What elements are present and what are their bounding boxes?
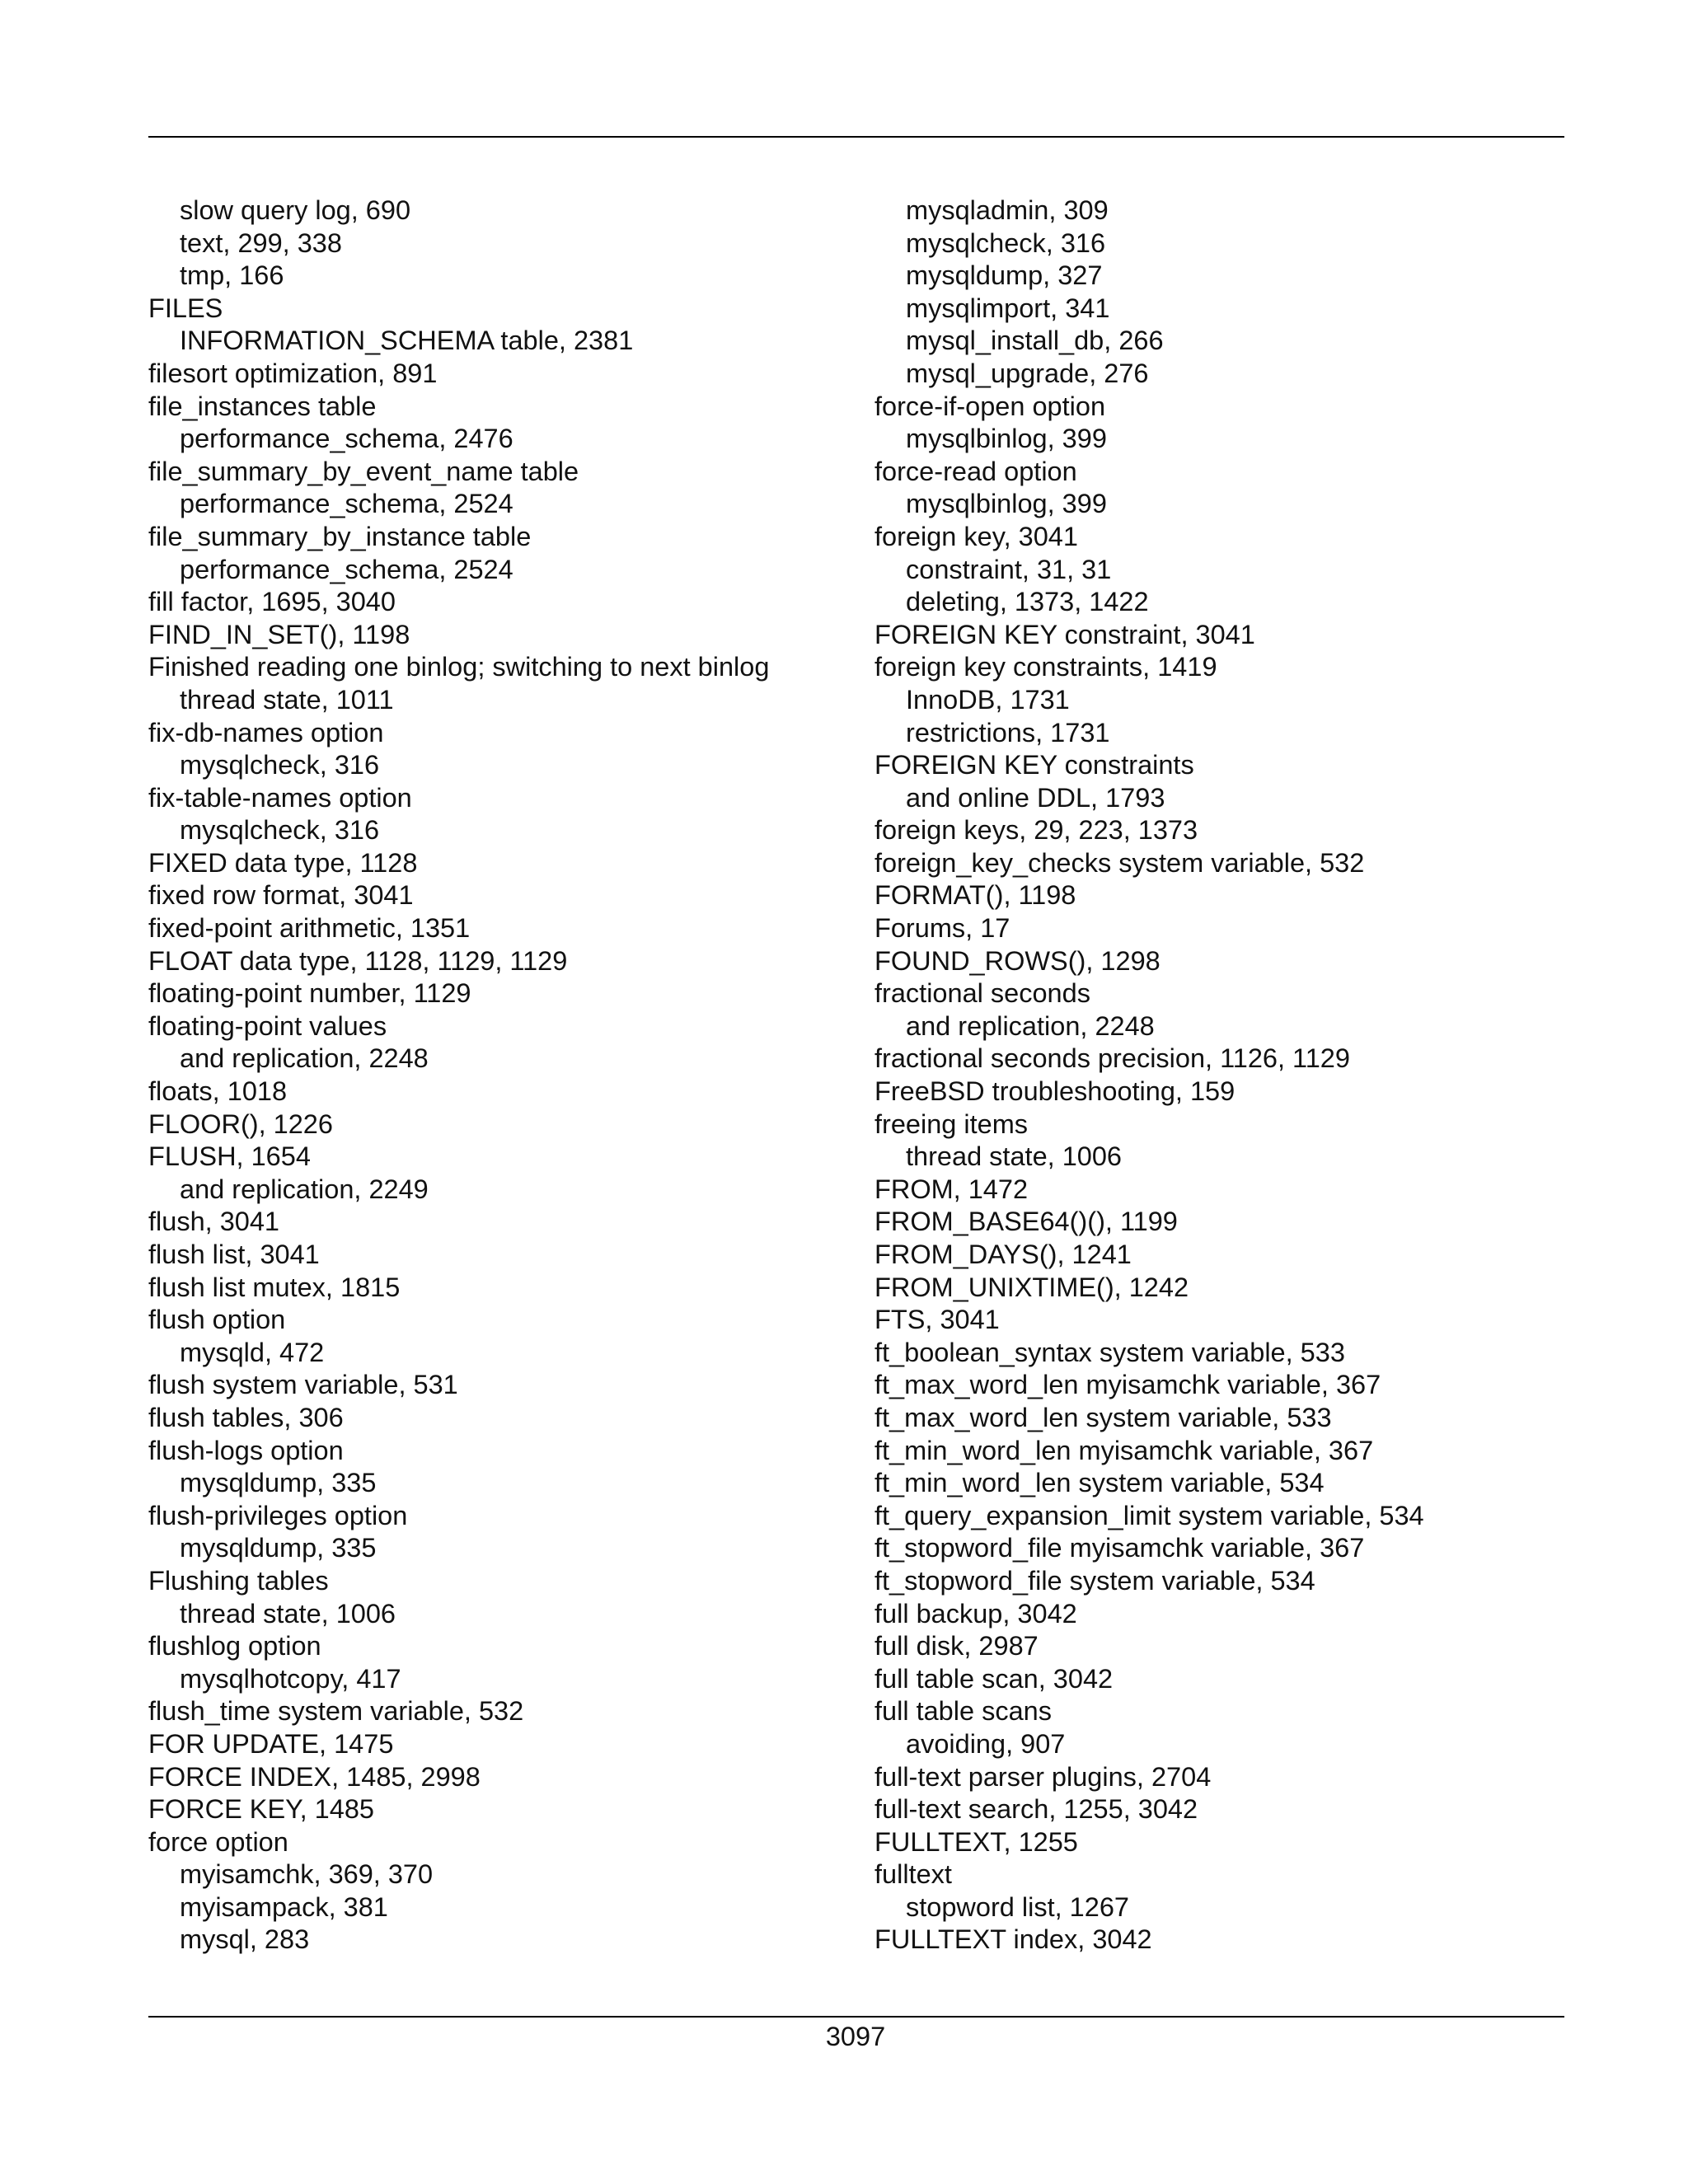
index-entry: force option — [148, 1826, 288, 1857]
index-entry: FTS, 3041 — [874, 1305, 1000, 1335]
index-entry: foreign key constraints, 1419 — [874, 652, 1217, 682]
index-entry: flush tables, 306 — [148, 1402, 344, 1432]
index-entry: Forums, 17 — [874, 913, 1010, 944]
page-number: 3097 — [825, 2022, 886, 2051]
index-entry: flush, 3041 — [148, 1207, 280, 1237]
index-subentry: constraint, 31, 31 — [906, 554, 1112, 584]
index-entry: fixed-point arithmetic, 1351 — [148, 913, 471, 944]
index-subentry: deleting, 1373, 1422 — [906, 587, 1149, 617]
header-rule — [148, 136, 1564, 138]
index-subentry: slow query log, 690 — [180, 195, 411, 225]
index-column-right — [874, 194, 1575, 1957]
index-entry: flush system variable, 531 — [148, 1370, 458, 1400]
index-entry: ft_boolean_syntax system variable, 533 — [874, 1337, 1345, 1367]
index-entry: foreign_key_checks system variable, 532 — [874, 847, 1365, 878]
index-subentry: mysqlbinlog, 399 — [906, 489, 1107, 519]
index-subentry: myisampack, 381 — [180, 1891, 388, 1922]
index-entry: FORCE INDEX, 1485, 2998 — [148, 1761, 481, 1792]
index-subentry: mysqlcheck, 316 — [906, 227, 1106, 258]
index-entry: FULLTEXT index, 3042 — [874, 1924, 1152, 1955]
index-entry: foreign key, 3041 — [874, 521, 1078, 551]
index-subentry: INFORMATION_SCHEMA table, 2381 — [180, 326, 634, 356]
index-subentry: mysqldump, 335 — [180, 1468, 377, 1498]
index-subentry: and replication, 2248 — [180, 1043, 429, 1074]
index-entry: force-read option — [874, 456, 1077, 486]
index-subentry: tmp, 166 — [180, 260, 284, 291]
index-entry: full table scans — [874, 1696, 1052, 1727]
index-subentry: restrictions, 1731 — [906, 717, 1110, 748]
index-entry: freeing items — [874, 1108, 1029, 1139]
index-subentry: thread state, 1011 — [180, 684, 394, 715]
index-subentry: mysqlcheck, 316 — [180, 750, 380, 780]
index-subentry: performance_schema, 2524 — [180, 489, 513, 519]
index-entry: FLOOR(), 1226 — [148, 1108, 333, 1139]
index-entry: fractional seconds precision, 1126, 1129 — [874, 1043, 1350, 1074]
index-entry: ft_stopword_file system variable, 534 — [874, 1565, 1315, 1596]
index-entry: floating-point values — [148, 1010, 387, 1041]
index-subentry: stopword list, 1267 — [906, 1891, 1129, 1922]
index-subentry: myisamchk, 369, 370 — [180, 1859, 434, 1890]
index-entry: force-if-open option — [874, 391, 1106, 421]
index-entry: fixed row format, 3041 — [148, 880, 414, 911]
index-entry: flushlog option — [148, 1631, 321, 1661]
index-entry: flush-logs option — [148, 1435, 344, 1465]
index-entry: fulltext — [874, 1859, 952, 1890]
index-column-left — [148, 194, 849, 1957]
index-entry: ft_max_word_len myisamchk variable, 367 — [874, 1370, 1381, 1400]
index-entry: FORMAT(), 1198 — [874, 880, 1076, 911]
index-entry: fill factor, 1695, 3040 — [148, 587, 396, 617]
index-entry: FOREIGN KEY constraints — [874, 750, 1194, 780]
index-subentry: thread state, 1006 — [906, 1141, 1122, 1172]
index-entry: FOUND_ROWS(), 1298 — [874, 945, 1160, 976]
index-subentry: text, 299, 338 — [180, 227, 342, 258]
index-entry: filesort optimization, 891 — [148, 358, 438, 388]
index-entry: flush list mutex, 1815 — [148, 1272, 401, 1302]
index-entry: ft_stopword_file myisamchk variable, 367 — [874, 1533, 1365, 1563]
index-subentry: mysql, 283 — [180, 1924, 310, 1955]
index-entry: file_summary_by_instance table — [148, 521, 532, 551]
index-entry: ft_query_expansion_limit system variable, 534 — [874, 1500, 1424, 1530]
index-entry: full backup, 3042 — [874, 1598, 1077, 1629]
index-entry: floating-point number, 1129 — [148, 978, 471, 1009]
index-entry: flush_time system variable, 532 — [148, 1696, 524, 1727]
index-entry: full table scan, 3042 — [874, 1663, 1114, 1694]
index-entry: ft_max_word_len system variable, 533 — [874, 1402, 1332, 1432]
index-subentry: and online DDL, 1793 — [906, 782, 1165, 813]
index-subentry: mysql_install_db, 266 — [906, 326, 1164, 356]
index-entry: FULLTEXT, 1255 — [874, 1826, 1078, 1857]
index-entry: FLOAT data type, 1128, 1129, 1129 — [148, 945, 568, 976]
index-entry: FROM_BASE64()(), 1199 — [874, 1207, 1178, 1237]
index-entry: Flushing tables — [148, 1565, 329, 1596]
index-subentry: avoiding, 907 — [906, 1728, 1066, 1759]
index-entry: full-text parser plugins, 2704 — [874, 1761, 1212, 1792]
index-entry: FIND_IN_SET(), 1198 — [148, 619, 410, 649]
index-entry: FROM, 1472 — [874, 1174, 1029, 1204]
index-entry: FROM_DAYS(), 1241 — [874, 1240, 1132, 1269]
index-subentry: mysqlcheck, 316 — [180, 815, 380, 846]
index-subentry: mysqldump, 335 — [180, 1533, 377, 1563]
index-entry: FIXED data type, 1128 — [148, 847, 418, 878]
index-entry: FILES — [148, 293, 223, 323]
index-entry: floats, 1018 — [148, 1076, 288, 1107]
index-entry: ft_min_word_len system variable, 534 — [874, 1468, 1325, 1498]
index-entry: fix-table-names option — [148, 782, 412, 813]
index-entry: flush option — [148, 1305, 286, 1335]
index-entry: FOR UPDATE, 1475 — [148, 1728, 394, 1759]
index-entry: FreeBSD troubleshooting, 159 — [874, 1076, 1236, 1107]
index-entry: FLUSH, 1654 — [148, 1141, 311, 1172]
index-subentry: and replication, 2248 — [906, 1010, 1155, 1041]
index-entry: flush-privileges option — [148, 1500, 408, 1530]
index-subentry: mysqld, 472 — [180, 1337, 325, 1367]
index-subentry: thread state, 1006 — [180, 1598, 396, 1629]
index-entry: fractional seconds — [874, 978, 1090, 1009]
index-subentry: mysqlbinlog, 399 — [906, 424, 1107, 454]
index-entry: file_summary_by_event_name table — [148, 456, 579, 486]
index-entry: flush list, 3041 — [148, 1240, 320, 1269]
index-subentry: InnoDB, 1731 — [906, 684, 1070, 715]
index-entry: ft_min_word_len myisamchk variable, 367 — [874, 1435, 1374, 1465]
index-subentry: performance_schema, 2476 — [180, 424, 513, 454]
index-subentry: performance_schema, 2524 — [180, 554, 513, 584]
index-entry: FORCE KEY, 1485 — [148, 1794, 374, 1825]
index-subentry: mysql_upgrade, 276 — [906, 358, 1149, 388]
footer-rule — [148, 2016, 1564, 2018]
index-subentry: mysqladmin, 309 — [906, 195, 1109, 225]
index-entry: file_instances table — [148, 391, 377, 421]
index-entry: fix-db-names option — [148, 717, 384, 748]
index-subentry: mysqldump, 327 — [906, 260, 1103, 291]
index-entry: full-text search, 1255, 3042 — [874, 1794, 1198, 1825]
index-entry: full disk, 2987 — [874, 1631, 1039, 1661]
index-entry: foreign keys, 29, 223, 1373 — [874, 815, 1198, 846]
index-entry: FOREIGN KEY constraint, 3041 — [874, 619, 1255, 649]
index-subentry: and replication, 2249 — [180, 1174, 429, 1204]
index-subentry: mysqlhotcopy, 417 — [180, 1663, 401, 1694]
index-entry: Finished reading one binlog; switching to next binlog — [148, 652, 770, 682]
index-subentry: mysqlimport, 341 — [906, 293, 1110, 323]
index-entry: FROM_UNIXTIME(), 1242 — [874, 1272, 1189, 1302]
